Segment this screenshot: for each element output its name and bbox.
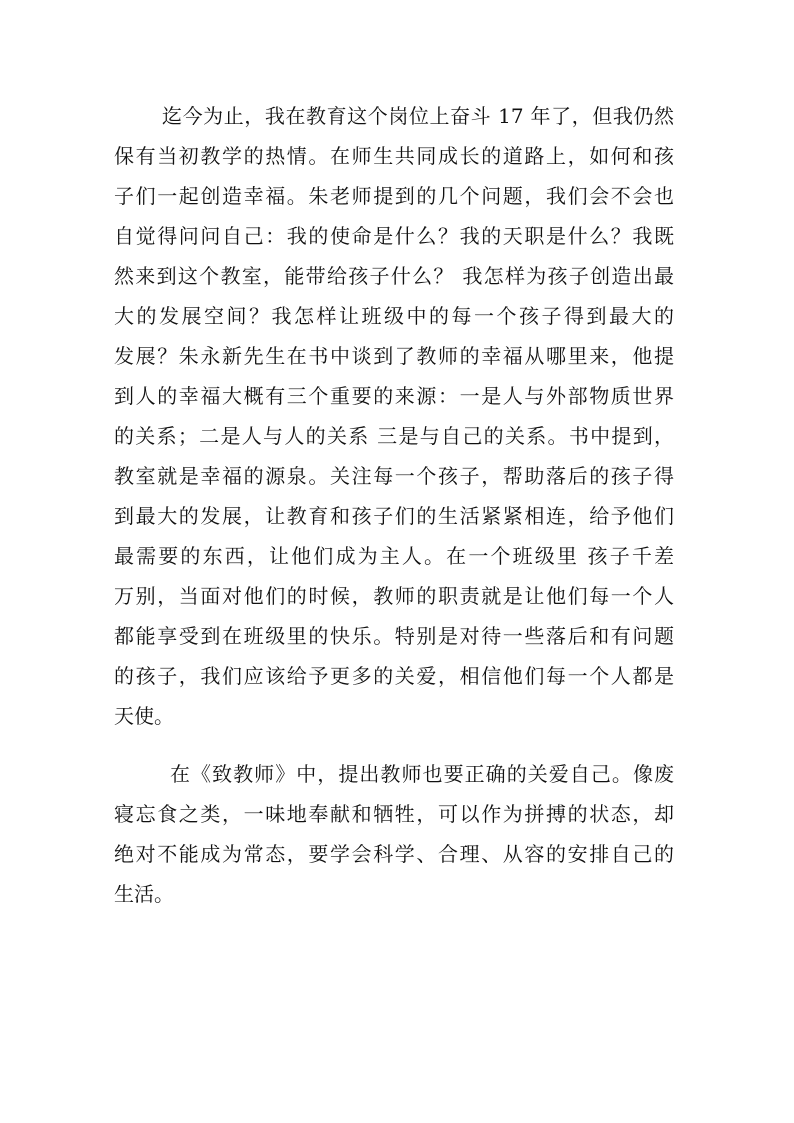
paragraph-line: 万别，当面对他们的时候，教师的职责就是让他们每一个人	[114, 584, 674, 608]
paragraph-line: 大的发展空间？我怎样让班级中的每一个孩子得到最大的	[114, 304, 674, 328]
paragraph-spacer	[114, 736, 674, 754]
paragraph-1	[114, 96, 674, 736]
document-body	[114, 96, 674, 914]
paragraph-line: 迄今为止，我在教育这个岗位上奋斗 17 年了，但我仍然	[162, 104, 674, 128]
paragraph-line: 然来到这个教室，能带给孩子什么？ 我怎样为孩子创造出最	[114, 264, 674, 288]
paragraph-line: 都能享受到在班级里的快乐。特别是对待一些落后和有问题	[114, 624, 674, 648]
paragraph-line: 到人的幸福大概有三个重要的来源：一是人与外部物质世界	[114, 384, 674, 408]
paragraph-line: 子们一起创造幸福。朱老师提到的几个问题，我们会不会也	[114, 184, 674, 208]
paragraph-line: 绝对不能成为常态，要学会科学、合理、从容的安排自己的	[114, 842, 674, 866]
paragraph-2	[114, 754, 674, 914]
paragraph-line: 到最大的发展，让教育和孩子们的生活紧紧相连，给予他们	[114, 504, 674, 528]
paragraph-line: 的关系；二是人与人的关系 三是与自己的关系。书中提到，	[114, 424, 674, 448]
paragraph-line: 教室就是幸福的源泉。关注每一个孩子，帮助落后的孩子得	[114, 464, 674, 488]
paragraph-line: 的孩子，我们应该给予更多的关爱，相信他们每一个人都是	[114, 664, 674, 688]
paragraph-line: 生活。	[114, 882, 174, 906]
paragraph-line: 自觉得问问自己：我的使命是什么？我的天职是什么？我既	[114, 224, 674, 248]
paragraph-line: 最需要的东西，让他们成为主人。在一个班级里 孩子千差	[114, 544, 674, 568]
paragraph-line: 发展？朱永新先生在书中谈到了教师的幸福从哪里来，他提	[114, 344, 674, 368]
paragraph-line: 寝忘食之类，一味地奉献和牺牲，可以作为拼搏的状态，却	[114, 802, 674, 826]
paragraph-line: 保有当初教学的热情。在师生共同成长的道路上，如何和孩	[114, 144, 674, 168]
paragraph-line: 在《致教师》中，提出教师也要正确的关爱自己。像废	[170, 762, 674, 786]
paragraph-line: 天使。	[114, 704, 174, 728]
